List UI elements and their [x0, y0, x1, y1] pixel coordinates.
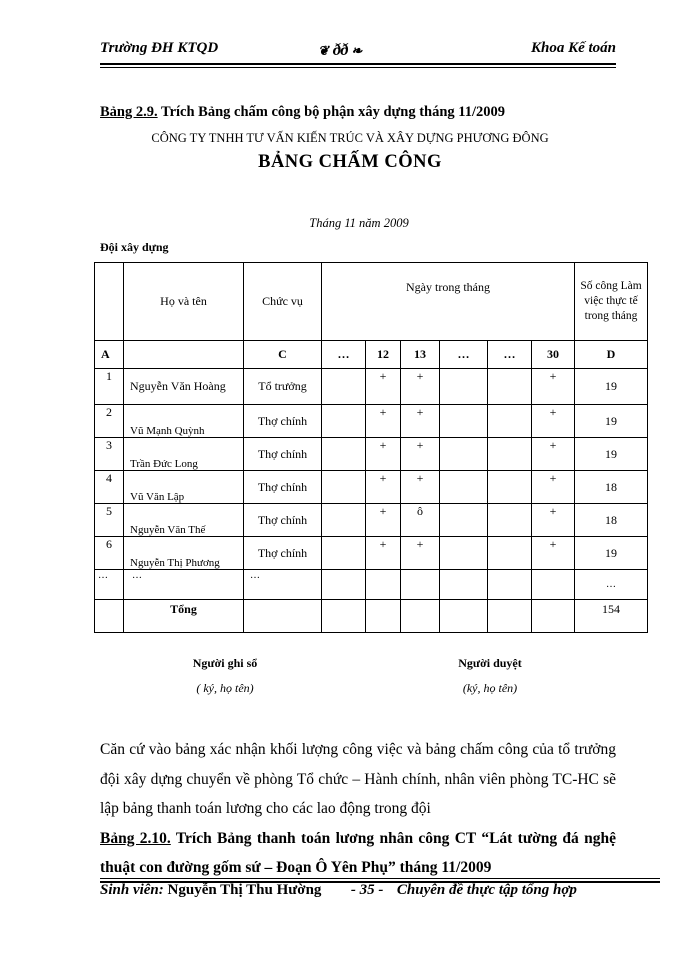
employee-name: Nguyễn Thị Phương: [124, 537, 244, 570]
day-13-mark: +: [401, 471, 440, 504]
footer: [100, 882, 577, 899]
header-ornament-text: ðð: [332, 40, 348, 59]
table-caption-2: [100, 824, 616, 882]
day-13-mark: +: [401, 537, 440, 570]
day-cell: [440, 438, 488, 471]
table-caption: [100, 104, 505, 121]
day-cell: [322, 471, 366, 504]
code-cell: D: [575, 341, 648, 369]
day-cell: [488, 369, 532, 405]
day-cell: [440, 504, 488, 537]
header-rule: [100, 67, 616, 68]
day-cell: [322, 570, 366, 600]
caption-text: Trích Bảng chấm công bộ phận xây dựng tháng 11/2009: [157, 104, 506, 120]
code-cell: 13: [401, 341, 440, 369]
footer-subject: Chuyên đề thực tập tổng hợp: [396, 882, 577, 898]
day-30-mark: +: [532, 438, 575, 471]
day-cell: [401, 570, 440, 600]
code-row: [95, 341, 648, 369]
day-13-mark: +: [401, 438, 440, 471]
day-cell: [488, 504, 532, 537]
day-13-mark: +: [401, 405, 440, 438]
day-cell: [488, 471, 532, 504]
row-number: 6: [95, 537, 124, 570]
ornament-icon: ❦: [318, 43, 329, 58]
day-cell: [322, 438, 366, 471]
employee-name: Nguyễn Văn Hoàng: [124, 369, 244, 405]
day-12-mark: +: [366, 504, 401, 537]
day-cell: [488, 438, 532, 471]
total-value: 154: [575, 600, 648, 633]
header-days: Ngày trong tháng: [322, 263, 575, 341]
employee-role: Thợ chính: [244, 504, 322, 537]
table-row: [95, 537, 648, 570]
header-rule: [100, 63, 616, 65]
ellipsis-cell: …: [244, 570, 322, 600]
total-cell: [488, 600, 532, 633]
total-cell: [366, 600, 401, 633]
footer-student-name: Nguyễn Thị Thu Hường: [163, 882, 322, 898]
total-cell: [244, 600, 322, 633]
company-name: CÔNG TY TNHH TƯ VẤN KIẾN TRÚC VÀ XÂY DỰNG PHƯƠNG ĐÔNG: [151, 131, 549, 145]
employee-role: Tổ trưởng: [244, 369, 322, 405]
employee-name: Vũ Văn Lập: [124, 471, 244, 504]
day-cell: [440, 405, 488, 438]
employee-role: Thợ chính: [244, 537, 322, 570]
code-cell: …: [322, 341, 366, 369]
day-cell: [488, 537, 532, 570]
day-30-mark: +: [532, 369, 575, 405]
day-12-mark: +: [366, 405, 401, 438]
header-role: Chức vụ: [244, 263, 322, 341]
header-faculty: Khoa Kế toán: [530, 40, 616, 56]
employee-role: Thợ chính: [244, 471, 322, 504]
table-row: [95, 438, 648, 471]
header-workdays: Số công Làm việc thực tế trong tháng: [575, 263, 648, 341]
table-header-row: [95, 263, 648, 341]
day-cell: [532, 570, 575, 600]
footer-rule: [100, 878, 660, 879]
day-12-mark: +: [366, 438, 401, 471]
workdays-total: 19: [575, 369, 648, 405]
workdays-total: 18: [575, 471, 648, 504]
table-row: [95, 369, 648, 405]
employee-name: Nguyễn Văn Thế: [124, 504, 244, 537]
row-number: 4: [95, 471, 124, 504]
workdays-total: 19: [575, 537, 648, 570]
ellipsis-cell: …: [95, 570, 124, 600]
table-row: [95, 405, 648, 438]
table-row: [95, 504, 648, 537]
day-cell: [440, 369, 488, 405]
table-row: [95, 471, 648, 504]
employee-role: Thợ chính: [244, 438, 322, 471]
caption2-text: Trích Bảng thanh toán lương nhân công CT “Lát tường đá nghệ thuật con đường gốm sứ – Đoạn Ô Yên Phụ” tháng 11/2009: [100, 830, 616, 876]
code-cell: A: [95, 341, 124, 369]
workdays-total: 19: [575, 405, 648, 438]
day-13-mark: ô: [401, 504, 440, 537]
document-title: BẢNG CHẤM CÔNG: [258, 152, 442, 172]
signature-recorder-title: Người ghi sổ: [192, 656, 258, 670]
body-paragraph: Căn cứ vào bảng xác nhận khối lượng công việc và bảng chấm công của tổ trưởng đội xây dựng chuyển về phòng Tổ chức – Hành chính, nhân viên phòng TC-HC sẽ lập bảng thanh toán lương cho các lao động trong đội: [100, 741, 616, 817]
workdays-total: 18: [575, 504, 648, 537]
day-13-mark: +: [401, 369, 440, 405]
total-cell: [401, 600, 440, 633]
timesheet-table: [94, 262, 648, 633]
day-cell: [322, 504, 366, 537]
code-cell: 12: [366, 341, 401, 369]
total-cell: [322, 600, 366, 633]
code-cell: …: [488, 341, 532, 369]
footer-student-label: Sinh viên:: [100, 882, 164, 898]
day-cell: [488, 405, 532, 438]
row-number: 5: [95, 504, 124, 537]
caption2-label: Bảng 2.10.: [100, 830, 171, 847]
day-12-mark: +: [366, 369, 401, 405]
day-30-mark: +: [532, 405, 575, 438]
signature-approver-note: (ký, họ tên): [462, 681, 518, 695]
total-cell: [532, 600, 575, 633]
day-cell: [488, 570, 532, 600]
total-cell: [95, 600, 124, 633]
day-30-mark: +: [532, 471, 575, 504]
day-cell: [322, 537, 366, 570]
team-label: Đội xây dựng: [100, 240, 169, 254]
day-30-mark: +: [532, 537, 575, 570]
day-12-mark: +: [366, 537, 401, 570]
code-cell: C: [244, 341, 322, 369]
row-number: 1: [95, 369, 124, 405]
day-cell: [440, 471, 488, 504]
total-cell: [440, 600, 488, 633]
row-number: 2: [95, 405, 124, 438]
day-cell: [440, 570, 488, 600]
day-cell: [322, 369, 366, 405]
day-12-mark: +: [366, 471, 401, 504]
caption-label: Bảng 2.9.: [100, 104, 158, 120]
ornament-icon: ❧: [351, 43, 363, 58]
signature-recorder-note: ( ký, họ tên): [196, 681, 254, 695]
table-row-ellipsis: [95, 570, 648, 600]
code-cell: …: [440, 341, 488, 369]
day-cell: [440, 537, 488, 570]
employee-name: Trần Đức Long: [124, 438, 244, 471]
header-school: Trường ĐH KTQD: [100, 40, 219, 56]
ellipsis-cell: …: [575, 570, 648, 600]
ellipsis-cell: …: [124, 570, 244, 600]
row-number: 3: [95, 438, 124, 471]
code-cell: [124, 341, 244, 369]
code-cell: 30: [532, 341, 575, 369]
employee-role: Thợ chính: [244, 405, 322, 438]
employee-name: Vũ Mạnh Quỳnh: [124, 405, 244, 438]
day-30-mark: +: [532, 504, 575, 537]
day-cell: [366, 570, 401, 600]
signature-approver-title: Người duyệt: [458, 656, 522, 670]
header-ornament: [318, 40, 362, 60]
day-cell: [322, 405, 366, 438]
document-month: Tháng 11 năm 2009: [309, 216, 409, 230]
table-total-row: [95, 600, 648, 633]
total-label: Tổng: [124, 600, 244, 633]
header-name: Họ và tên: [124, 263, 244, 341]
workdays-total: 19: [575, 438, 648, 471]
footer-page-number: - 35 -: [350, 882, 384, 898]
header-cell: [95, 263, 124, 341]
